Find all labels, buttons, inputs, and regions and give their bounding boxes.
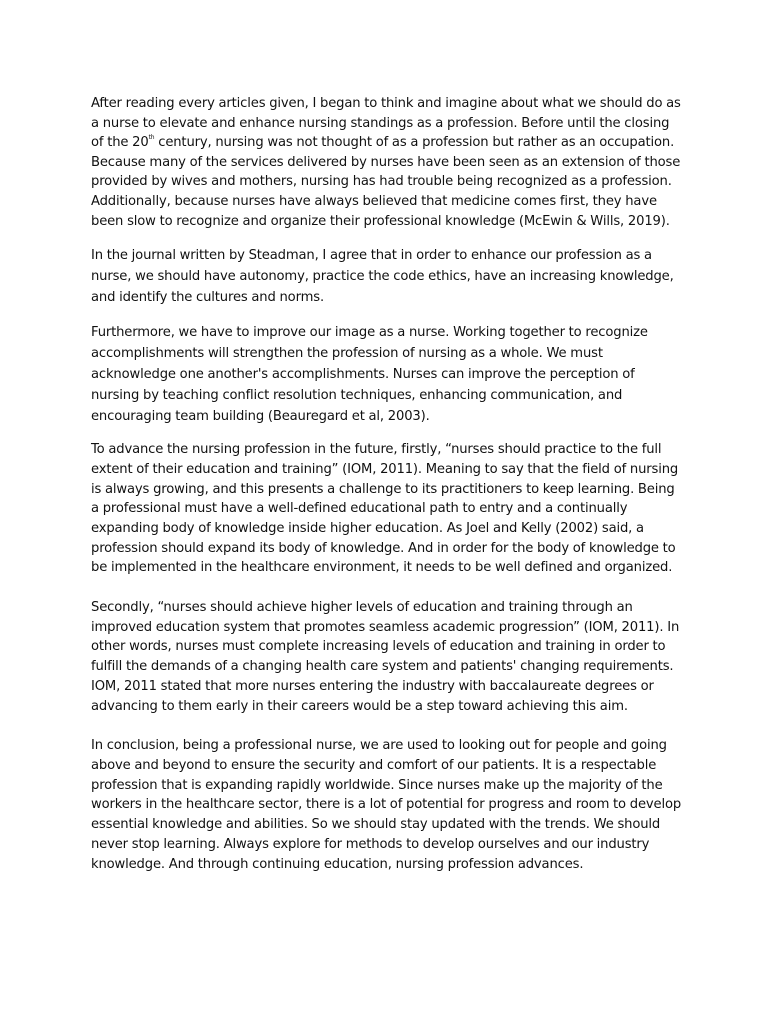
- document-page: [91, 94, 685, 874]
- paragraph-conclusion: In conclusion, being a professional nurse, we are used to looking out for people and going above and beyond to ensure the security and comfort of our patients. It is a respectable profession that is expanding rapidly worldwide. Since nurses make up the majority of the workers in the healthcare sector, there is a lot of potential for progress and room to develop essential knowledge and abilities. So we should stay updated with the trends. We should never stop learning. Always explore for methods to develop ourselves and our industry knowledge. And through continuing education, nursing profession advances.: [91, 738, 682, 872]
- paragraph-image: Furthermore, we have to improve our image as a nurse. Working together to recognize accomplishments will strengthen the profession of nursing as a whole. We must acknowledge one another's accomplishments. Nurses can improve the perception of nursing by teaching conflict resolution techniques, enhancing communication, and encouraging team building (Beauregard et al, 2003).: [91, 325, 648, 425]
- paragraph-intro-before: After reading every articles given, I began to think and imagine about what we should do as a nurse to elevate and enhance nursing standings as a profession. Before until the closing of the 20: [91, 96, 681, 151]
- paragraph-intro-after: century, nursing was not thought of as a profession but rather as an occupation. Because many of the services delivered by nurses have been seen as an extension of those provided by wives and mothers, nursing has had trouble being recognized as a profession. Additionally, because nurses have always believed that medicine comes first, they have been slow to recognize and organize their professional knowledge (McEwin & Wills, 2019).: [91, 135, 681, 229]
- paragraph-firstly: To advance the nursing profession in the future, firstly, “nurses should practice to the full extent of their education and training” (IOM, 2011). Meaning to say that the field of nursing is always growing, and this presents a challenge to its practitioners to keep learning. Being a professional must have a well-defined educational path to entry and a continually expanding body of knowledge inside higher education. As Joel and Kelly (2002) said, a profession should expand its body of knowledge. And in order for the body of knowledge to be implemented in the healthcare environment, it needs to be well defined and organized.: [91, 442, 679, 576]
- paragraph-intro: [91, 94, 685, 231]
- ordinal-suffix: th: [148, 134, 155, 142]
- paragraph-steadman: In the journal written by Steadman, I agree that in order to enhance our profession as a nurse, we should have autonomy, practice the code ethics, have an increasing knowledge, and identify the cultures and norms.: [91, 248, 674, 306]
- paragraph-secondly: Secondly, “nurses should achieve higher levels of education and training through an improved education system that promotes seamless academic progression” (IOM, 2011). In other words, nurses must complete increasing levels of education and training in order to fulfill the demands of a changing health care system and patients' changing requirements. IOM, 2011 stated that more nurses entering the industry with baccalaureate degrees or advancing to them early in their careers would be a step toward achieving this aim.: [91, 600, 680, 714]
